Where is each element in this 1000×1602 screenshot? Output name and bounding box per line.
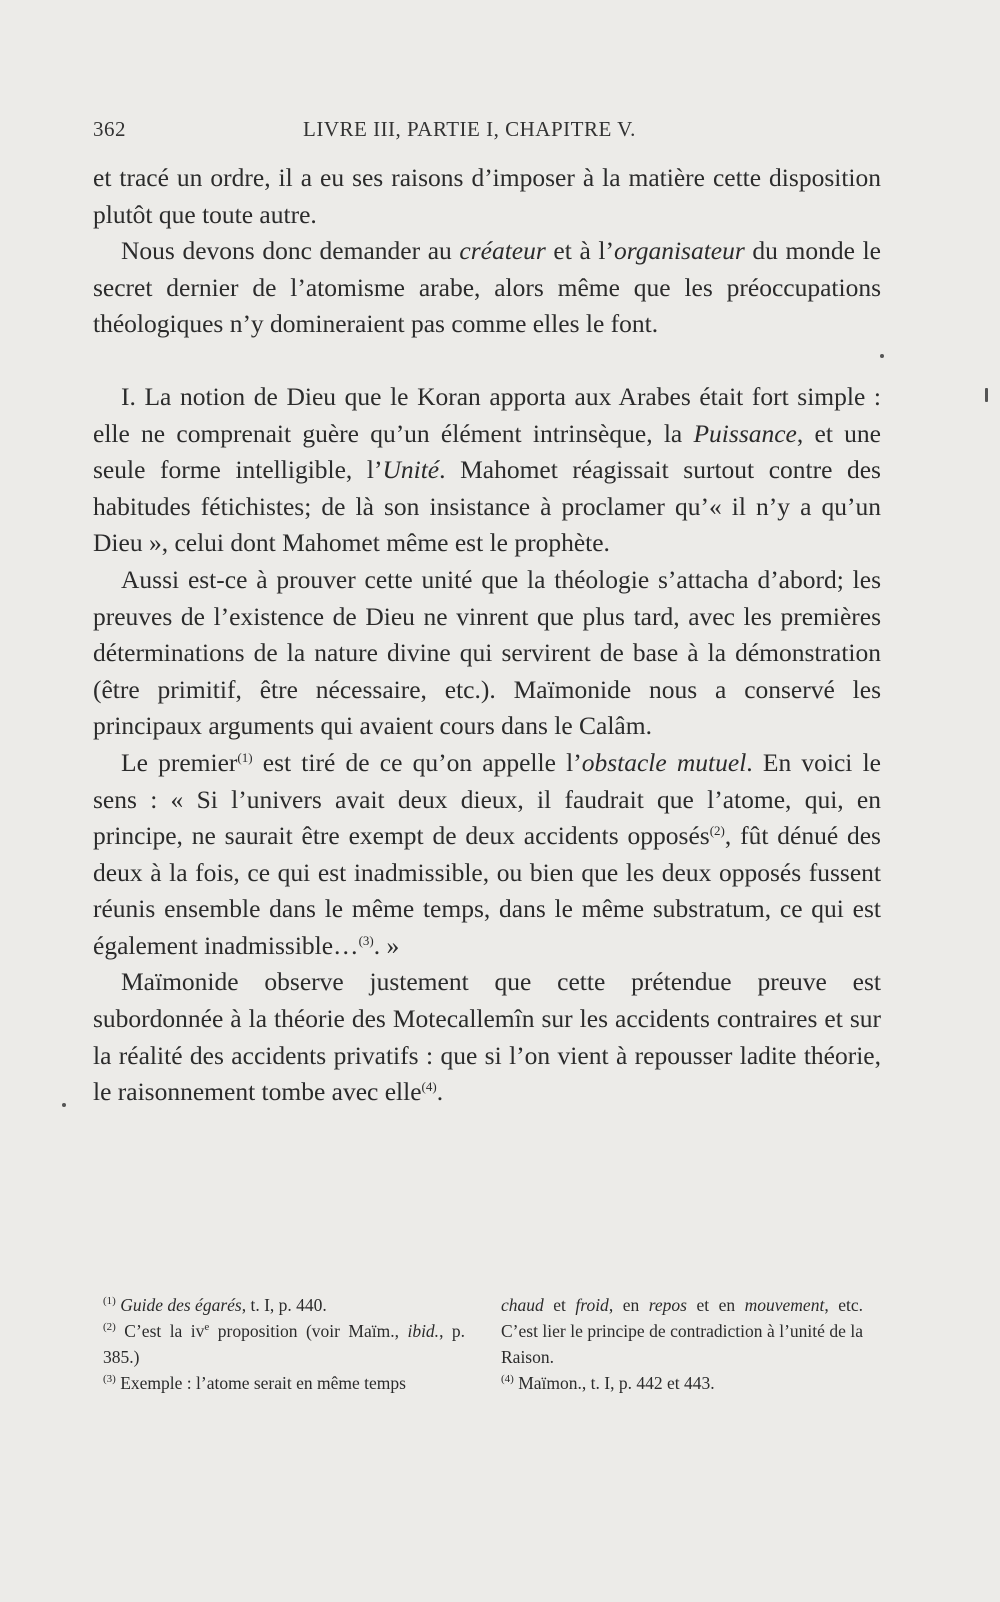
- text-span: Maïmon., t. I, p. 442 et 443.: [518, 1373, 715, 1393]
- footnote-mark: (2): [103, 1321, 116, 1333]
- emphasis: ibid.: [407, 1321, 440, 1341]
- footnote-2: [103, 1318, 465, 1370]
- footnote-ref: (1): [237, 749, 253, 765]
- text-span: Exemple : l’atome serait en même temps: [120, 1373, 406, 1393]
- paragraph-5: [93, 745, 881, 965]
- small-caps: iv: [190, 1321, 205, 1341]
- text-span: C’est la: [124, 1321, 191, 1341]
- ink-speck: [62, 1103, 66, 1107]
- emphasis: Unité: [382, 455, 440, 485]
- footnote-1: [103, 1292, 465, 1318]
- footnote-ref: (2): [709, 823, 725, 839]
- emphasis: créateur: [459, 236, 546, 266]
- emphasis: organisateur: [613, 236, 745, 266]
- text-span: et en: [686, 1295, 745, 1315]
- footnote-3: [103, 1370, 465, 1396]
- text-span: , fût dénué des deux à la fois, ce qui est inadmissible, ou bien que les deux opposés fussent réunis ensemble dans le même temps, dans le même substratum, ce qui est également inadmissible…: [93, 821, 881, 960]
- text-span: . En voici le sens : « Si l’univers avait deux dieux, il faudrait que l’atome, qui, en principe, ne saurait être exempt de deux accidents opposés: [93, 747, 882, 851]
- ink-speck: [880, 354, 884, 358]
- text-span: Nous devons donc demander au: [121, 236, 460, 266]
- paragraph-2: [93, 233, 881, 343]
- main-text: [93, 160, 881, 1111]
- text-span: , t. I, p. 440.: [241, 1295, 327, 1315]
- footnote-3-continued: [501, 1292, 863, 1370]
- text-span: proposition (voir Maïm.,: [209, 1321, 408, 1341]
- paragraph-4: [93, 562, 881, 745]
- page-number: 362: [93, 117, 126, 141]
- text-span: . Mahomet réagissait surtout contre des habitudes fétichistes; de là son insistance à proclamer qu’« il n’y a qu’un Dieu », celui dont Mahomet même est le prophète.: [93, 455, 881, 558]
- text-span: Maïmonide observe justement que cette prétendue preuve est subordonnée à la théorie des Motecallemîn sur les accidents contraires et sur la réalité des accidents privatifs : que si l’on vient à repousser ladite théorie, le raisonnement tombe avec elle: [93, 967, 881, 1107]
- superscript: e: [204, 1321, 210, 1333]
- emphasis: chaud: [501, 1295, 544, 1315]
- text-span: .: [436, 1077, 444, 1107]
- footnote-mark: (4): [501, 1373, 514, 1385]
- text-span: , etc. C’est lier le principe de contradiction à l’unité de la Raison.: [501, 1295, 863, 1367]
- footnote-ref: (4): [421, 1079, 437, 1095]
- text-span: et tracé un ordre, il a eu ses raisons d’imposer à la matière cette disposition plutôt que toute autre.: [93, 163, 881, 229]
- footnotes-right-column: [501, 1292, 863, 1396]
- text-span: du monde le secret dernier de l’atomisme arabe, alors même que les préoccupations théologiques n’y domineraient pas comme elles le font.: [93, 236, 881, 339]
- text-span: et: [543, 1295, 576, 1315]
- paragraph-6: [93, 964, 881, 1110]
- emphasis: froid: [575, 1295, 609, 1315]
- emphasis: repos: [648, 1295, 687, 1315]
- text-span: Aussi est-ce à prouver cette unité que la théologie s’attacha d’abord; les preuves de l’existence de Dieu ne vinrent que plus tard, avec les premières déterminations de la nature divine qui servirent de base à la démonstration (être primitif, être nécessaire, etc.). Maïmonide nous a conservé les principaux arguments qui avaient cours dans le Calâm.: [93, 564, 881, 741]
- footnote-4: [501, 1370, 863, 1396]
- footnote-ref: (3): [358, 932, 374, 948]
- text-span: est tiré de ce qu’on appelle l’: [252, 747, 582, 777]
- emphasis: Puissance: [693, 418, 797, 448]
- paragraph-1: [93, 160, 881, 233]
- footnotes-left-column: [103, 1292, 465, 1396]
- ink-speck: [985, 388, 988, 402]
- text-span: , en: [608, 1295, 649, 1315]
- text-span: Le premier: [121, 747, 238, 777]
- text-span: , p. 385.): [103, 1321, 466, 1367]
- running-title: LIVRE III, PARTIE I, CHAPITRE V.: [303, 117, 636, 141]
- footnote-mark: (1): [103, 1295, 116, 1307]
- emphasis: mouvement: [744, 1295, 825, 1315]
- footnote-mark: (3): [103, 1373, 116, 1385]
- emphasis: obstacle mutuel: [581, 747, 747, 777]
- text-span: I. La notion de Dieu que le Koran apporta aux Arabes était fort simple : elle ne comprenait guère qu’un élément intrinsèque, la: [93, 381, 881, 448]
- text-span: et à l’: [545, 236, 614, 266]
- text-span: , et une seule forme intelligible, l’: [93, 418, 881, 485]
- emphasis: Guide des égarés: [120, 1295, 242, 1315]
- paragraph-3: [93, 379, 881, 562]
- text-span: . »: [373, 930, 400, 960]
